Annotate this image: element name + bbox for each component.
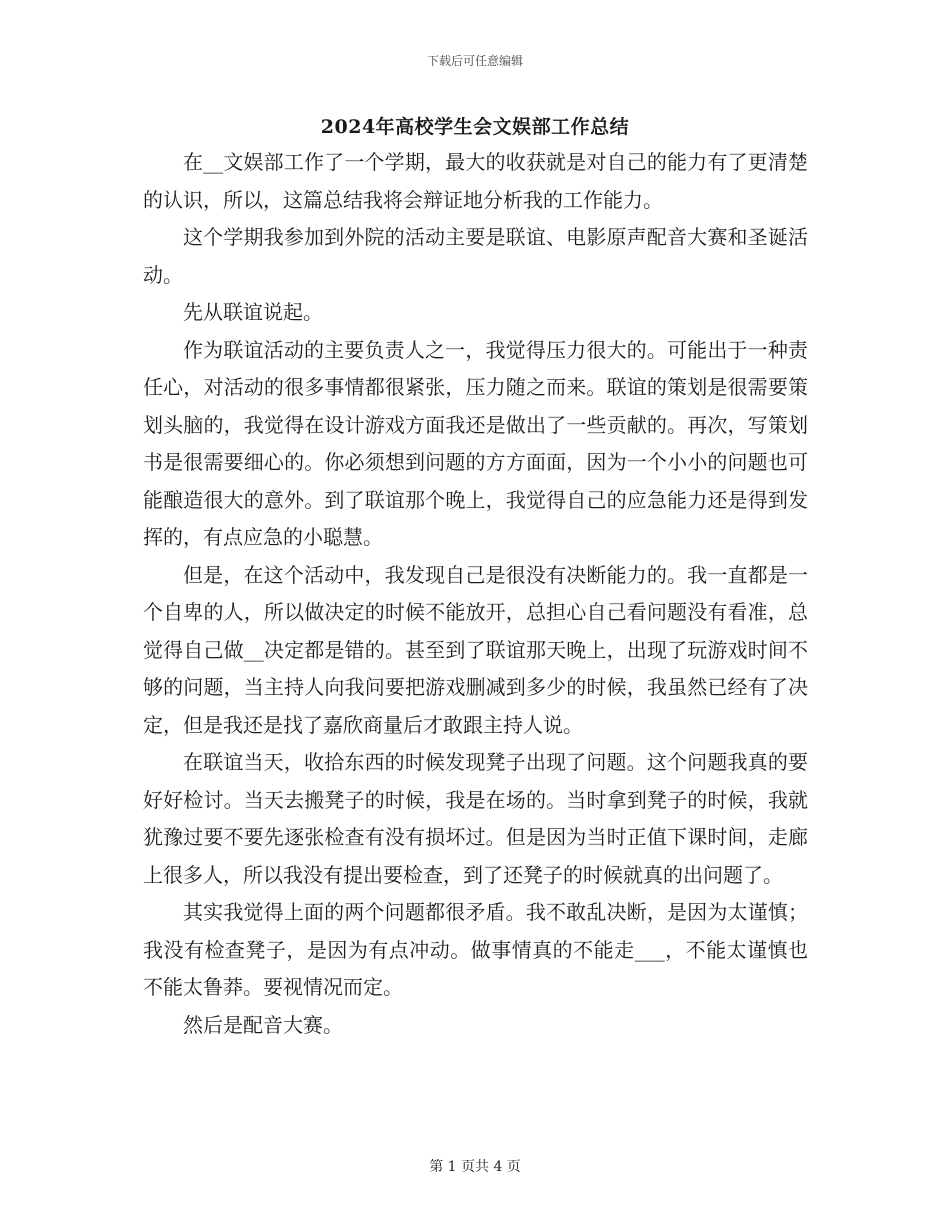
paragraph: 但是，在这个活动中，我发现自己是很没有决断能力的。我一直都是一个自卑的人，所以做决定的时候不能放开，总担心自己看问题没有看准，总觉得自己做__决定都是错的。甚至到了联谊那天晚上，出现了玩游戏时间不够的问题，当主持人向我问要把游戏删减到多少的时候，我虽然已经有了决定，但是我还是找了嘉欣商量后才敢跟主持人说。 — [143, 562, 808, 737]
paragraph: 作为联谊活动的主要负责人之一，我觉得压力很大的。可能出于一种责任心，对活动的很多事情都很紧张，压力随之而来。联谊的策划是很需要策划头脑的，我觉得在设计游戏方面我还是做出了一些贡献的。再次，写策划书是很需要细心的。你必须想到问题的方方面面，因为一个小小的问题也可能酿造很大的意外。到了联谊那个晚上，我觉得自己的应急能力还是得到发挥的，有点应急的小聪慧。 — [143, 337, 808, 549]
document-title: 2024年高校学生会文娱部工作总结 — [320, 116, 630, 138]
document-body — [143, 144, 808, 1044]
page-number: 第 1 页共 4 页 — [429, 1159, 521, 1175]
paragraph: 先从联谊说起。 — [183, 300, 323, 324]
paragraph: 这个学期我参加到外院的活动主要是联谊、电影原声配音大赛和圣诞活动。 — [143, 225, 808, 287]
paragraph: 在__文娱部工作了一个学期，最大的收获就是对自己的能力有了更清楚的认识，所以，这篇总结我将会辩证地分析我的工作能力。 — [143, 150, 808, 212]
paragraph: 其实我觉得上面的两个问题都很矛盾。我不敢乱决断，是因为太谨慎；我没有检查凳子，是因为有点冲动。做事情真的不能走___，不能太谨慎也不能太鲁莽。要视情况而定。 — [143, 900, 808, 999]
paragraph: 然后是配音大赛。 — [183, 1012, 343, 1037]
paragraph: 在联谊当天，收拾东西的时候发现凳子出现了问题。这个问题我真的要好好检讨。当天去搬凳子的时候，我是在场的。当时拿到凳子的时候，我就犹豫过要不要先逐张检查有没有损坏过。但是因为当时正值下课时间，走廊上很多人，所以我没有提出要检查，到了还凳子的时候就真的出问题了。 — [143, 750, 808, 887]
page-header-note: 下载后可任意编辑 — [426, 54, 523, 68]
